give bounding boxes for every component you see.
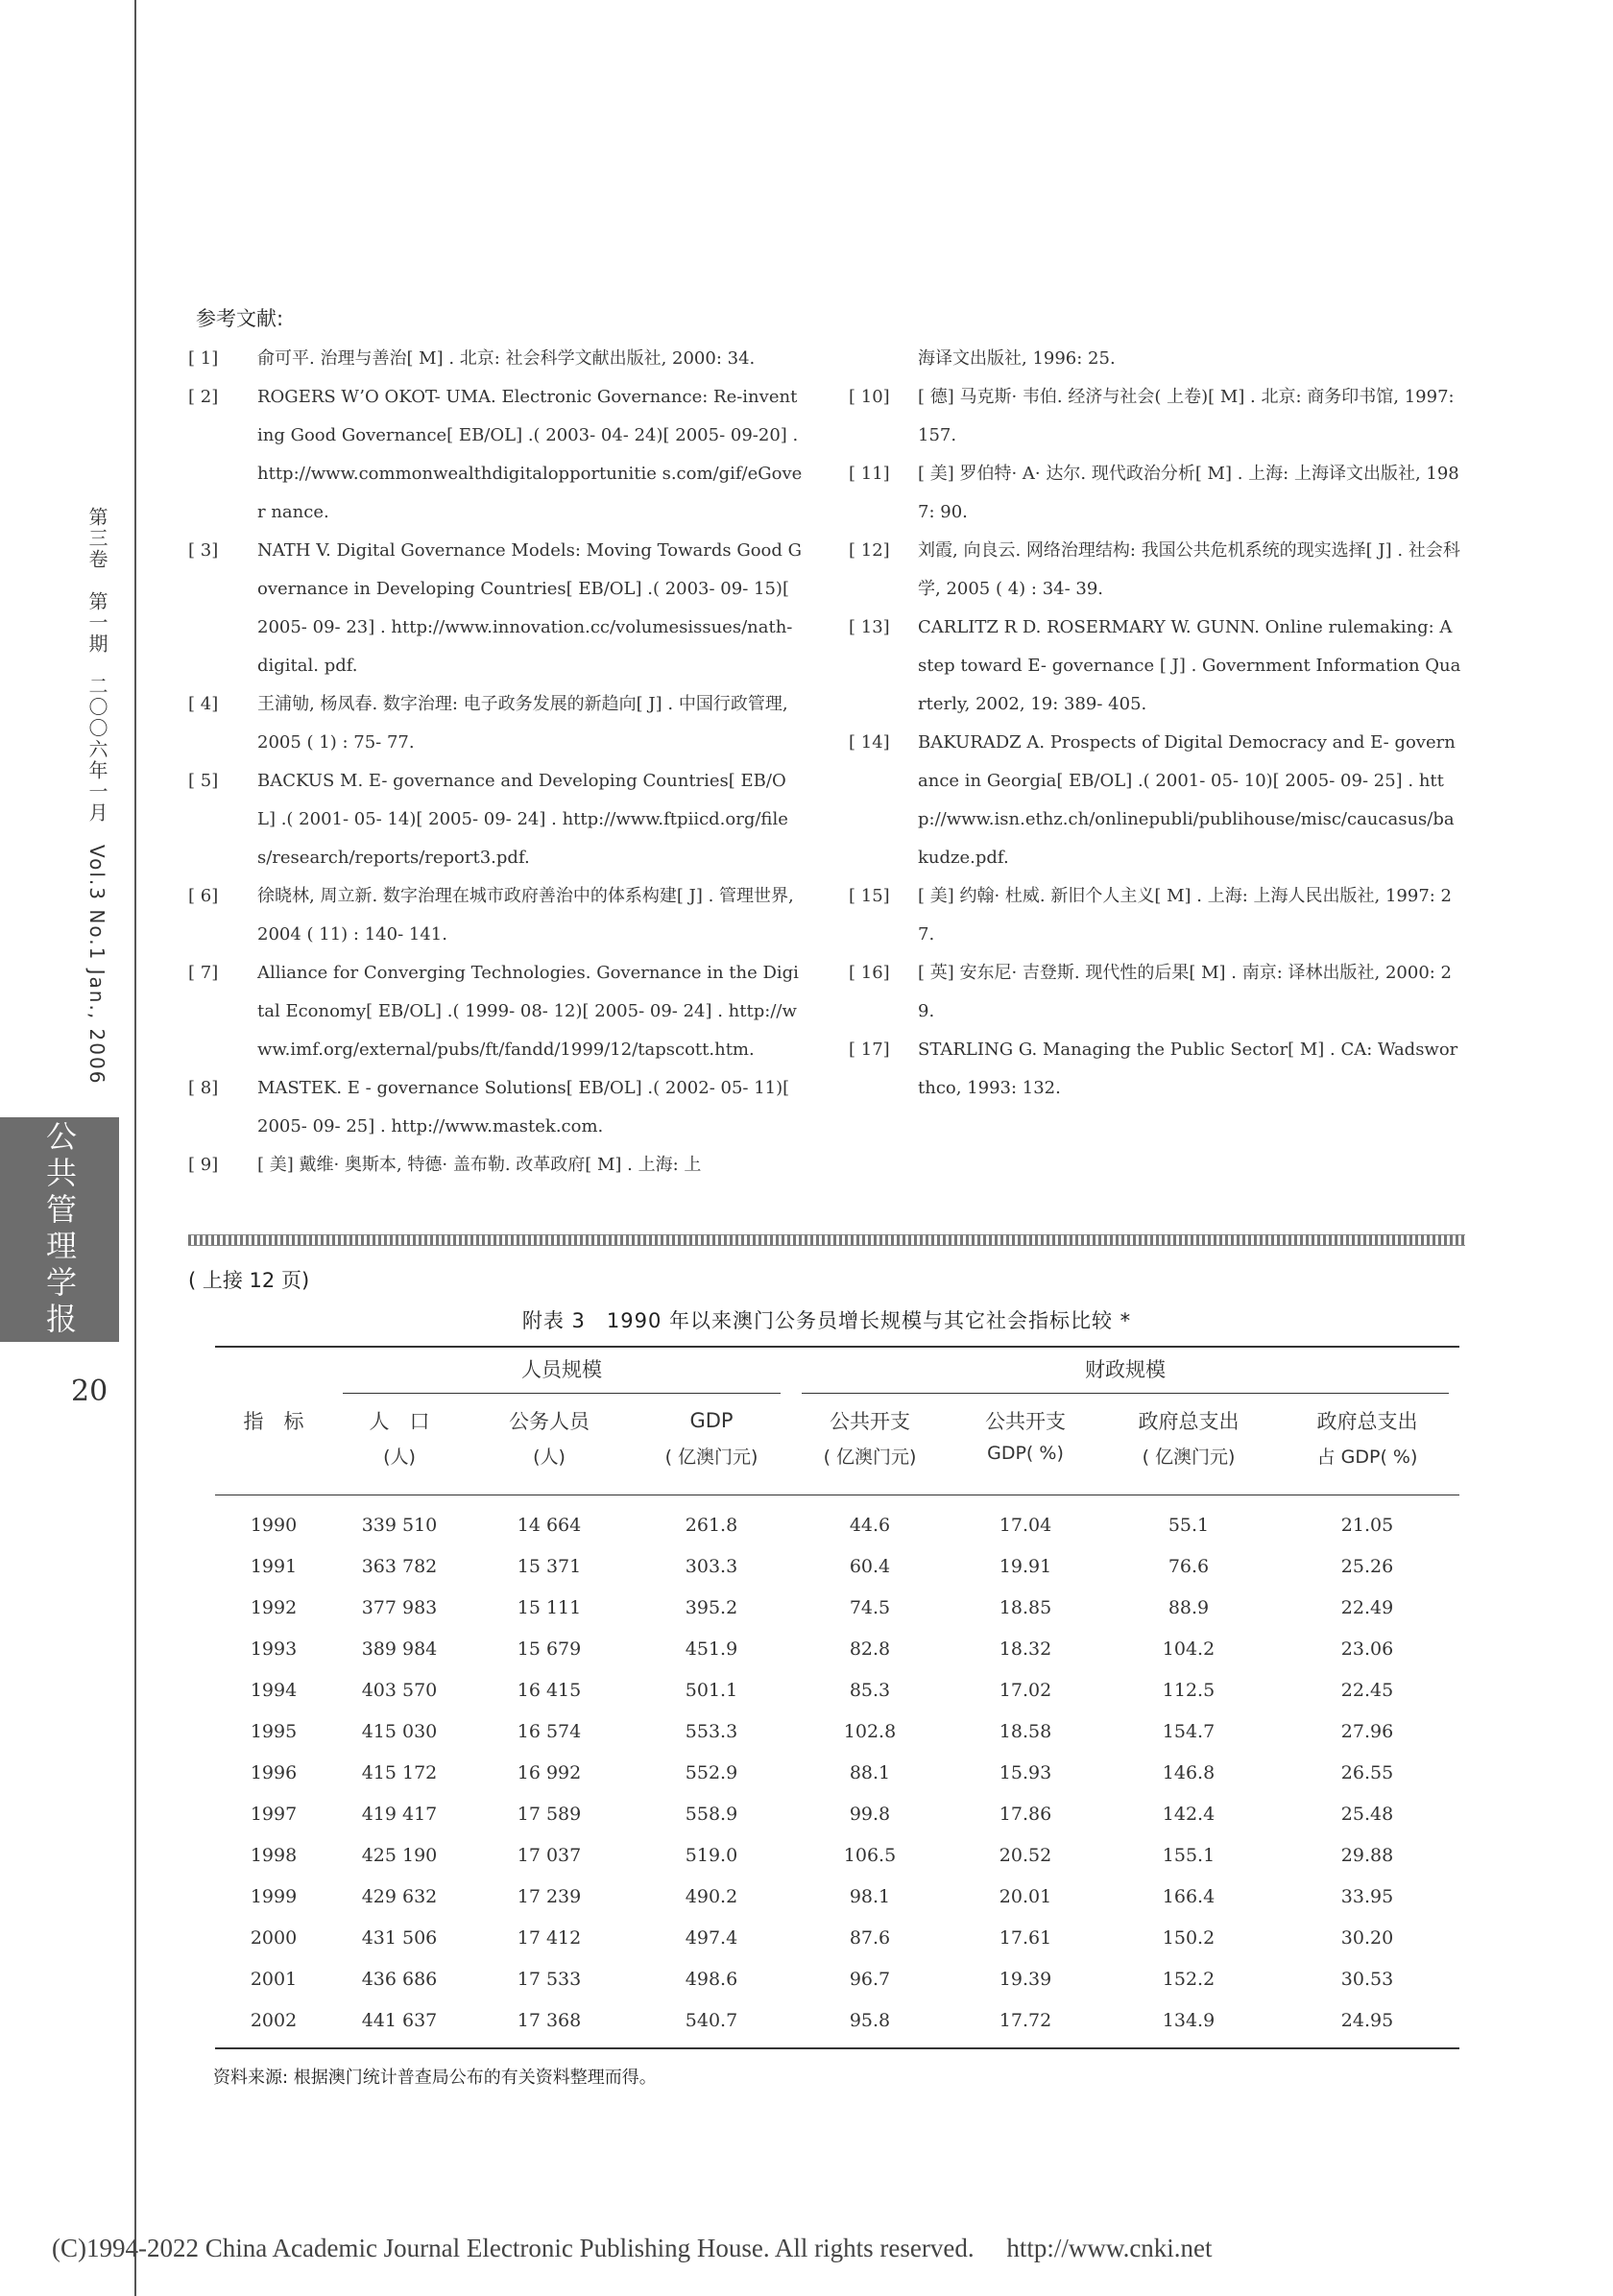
year-cell: 2002: [250, 2009, 298, 2031]
table-cell: 112.5: [1162, 1679, 1216, 1701]
table-cell: 23.06: [1340, 1638, 1394, 1660]
table-cell: 415 030: [361, 1720, 438, 1742]
year-cell: 1993: [250, 1638, 298, 1660]
column-header: 公务人员: [509, 1410, 590, 1433]
reference-item: [849, 877, 1463, 954]
table-cell: 451.9: [685, 1638, 738, 1660]
table-cell: 17.72: [999, 2009, 1052, 2031]
year-cell: 1991: [250, 1555, 298, 1577]
table-row: [215, 1710, 1459, 1752]
reference-text: STARLING G. Managing the Public Sector[ M] . CA: Wadsworthco, 1993: 132.: [918, 1040, 1458, 1098]
table-row: [215, 1752, 1459, 1793]
table-cell: 17 589: [517, 1803, 582, 1825]
reference-text: [ 美] 罗伯特· A· 达尔. 现代政治分析[ M] . 上海: 上海译文出版社, 1987: 90.: [918, 464, 1459, 522]
reference-text: BACKUS M. E- governance and Developing Countries[ EB/OL] .( 2001- 05- 14)[ 2005- 09- 24] . http://www.ftpiicd.org/files/research/reports/report3.pdf.: [257, 771, 788, 868]
table-row: [215, 1999, 1459, 2048]
table-cell: 15 679: [517, 1638, 582, 1660]
table-cell: 30.53: [1340, 1968, 1394, 1990]
reference-item: [849, 455, 1463, 532]
year-cell: 1994: [250, 1679, 298, 1701]
column-unit: ( 亿澳门元): [1102, 1442, 1275, 1495]
column-unit: (人): [467, 1442, 632, 1495]
group-header-personnel: 人员规模: [332, 1347, 791, 1399]
table-cell: 377 983: [361, 1596, 438, 1618]
table-cell: 104.2: [1162, 1638, 1216, 1660]
column-unit: ( 亿澳门元): [791, 1442, 949, 1495]
table-cell: 18.58: [999, 1720, 1052, 1742]
table-cell: 363 782: [361, 1555, 438, 1577]
table-cell: 415 172: [361, 1761, 438, 1783]
journal-name: 公共管理学报: [41, 1120, 78, 1339]
reference-number: [ 12]: [849, 540, 890, 561]
table-cell: 96.7: [849, 1968, 891, 1990]
table-row: [215, 1876, 1459, 1917]
reference-number: [ 6]: [188, 886, 219, 906]
column-header: GDP: [689, 1409, 734, 1432]
reference-number: [ 17]: [849, 1040, 890, 1060]
reference-item: [188, 877, 803, 954]
table-cell: 18.32: [999, 1638, 1052, 1660]
table-cell: 85.3: [849, 1679, 891, 1701]
table-cell: 19.91: [999, 1555, 1052, 1577]
table-body: [215, 1495, 1459, 2049]
table-cell: 33.95: [1340, 1885, 1394, 1907]
reference-continuation: 海译文出版社, 1996: 25.: [918, 348, 1116, 369]
table-cell: 152.2: [1162, 1968, 1216, 1990]
column-unit: GDP( %): [949, 1442, 1102, 1495]
table-cell: 20.52: [999, 1844, 1052, 1866]
table-cell: 553.3: [685, 1720, 738, 1742]
reference-item: [188, 685, 803, 762]
table-row: [215, 1834, 1459, 1876]
reference-item: [188, 762, 803, 877]
table-cell: 166.4: [1162, 1885, 1216, 1907]
table-cell: 403 570: [361, 1679, 438, 1701]
table-column-header: [215, 1399, 1459, 1442]
table-row: [215, 1917, 1459, 1958]
unit-spacer: [215, 1442, 332, 1495]
table-cell: 429 632: [361, 1885, 438, 1907]
reference-item: [188, 1069, 803, 1146]
table-cell: 497.4: [685, 1926, 738, 1949]
reference-item: [188, 532, 803, 685]
reference-text: 刘霞, 向良云. 网络治理结构: 我国公共危机系统的现实选择[ J] . 社会科学, 2005 ( 4) : 34- 39.: [918, 540, 1460, 599]
year-cell: 1990: [250, 1514, 298, 1536]
table-cell: 99.8: [849, 1803, 891, 1825]
reference-item: [849, 724, 1463, 877]
column-unit: 占 GDP( %): [1275, 1442, 1459, 1495]
year-cell: 1997: [250, 1803, 298, 1825]
table-cell: 134.9: [1162, 2009, 1216, 2031]
reference-number: [ 16]: [849, 963, 890, 983]
column-header: 政府总支出: [1138, 1410, 1240, 1433]
reference-item: [188, 1146, 803, 1184]
table-cell: 16 415: [517, 1679, 582, 1701]
table-cell: 142.4: [1162, 1803, 1216, 1825]
copyright-footer: (C)1994-2022 China Academic Journal Electronic Publishing House. All rights reserved. http://www.cnki.net: [52, 2234, 1213, 2262]
table-cell: 552.9: [685, 1761, 738, 1783]
reference-number: [ 7]: [188, 963, 219, 983]
reference-item: [188, 378, 803, 532]
table-cell: 558.9: [685, 1803, 738, 1825]
reference-text: ROGERS W’O OKOT- UMA. Electronic Governance: Re-inventing Good Governance[ EB/OL] .( 2003- 04- 24)[ 2005- 09-20] . http://www.commonwealthdigitalopportunitie s.com/gif/eGover nance.: [257, 387, 803, 522]
table-cell: 21.05: [1340, 1514, 1394, 1536]
table-cell: 25.48: [1340, 1803, 1394, 1825]
header-spacer: [215, 1347, 332, 1399]
table-cell: 16 992: [517, 1761, 582, 1783]
table-cell: 146.8: [1162, 1761, 1216, 1783]
table-cell: 76.6: [1168, 1555, 1210, 1577]
table-cell: 339 510: [361, 1514, 438, 1536]
column-header: 政府总支出: [1316, 1410, 1418, 1433]
table-row: [215, 1793, 1459, 1834]
table-cell: 16 574: [517, 1720, 582, 1742]
table-cell: 17 412: [517, 1926, 582, 1949]
data-table: [215, 1346, 1459, 2049]
reference-text: [ 美] 戴维· 奥斯本, 特德· 盖布勒. 改革政府[ M] . 上海: 上: [257, 1155, 702, 1175]
year-cell: 1999: [250, 1885, 298, 1907]
table-cell: 17 037: [517, 1844, 582, 1866]
reference-text: 俞可平. 治理与善治[ M] . 北京: 社会科学文献出版社, 2000: 34.: [257, 348, 756, 369]
reference-number: [ 11]: [849, 464, 890, 484]
year-cell: 1995: [250, 1720, 298, 1742]
year-cell: 1992: [250, 1596, 298, 1618]
table-cell: 17 533: [517, 1968, 582, 1990]
reference-text: MASTEK. E - governance Solutions[ EB/OL] .( 2002- 05- 11)[ 2005- 09- 25] . http://www.mastek.com.: [257, 1078, 790, 1136]
reference-number: [ 5]: [188, 771, 219, 791]
table-source-note: 资料来源: 根据澳门统计普查局公布的有关资料整理而得。: [213, 2068, 657, 2088]
table-cell: 74.5: [849, 1596, 891, 1618]
table-unit-header: [215, 1442, 1459, 1495]
table-cell: 88.9: [1168, 1596, 1210, 1618]
table-cell: 18.85: [999, 1596, 1052, 1618]
table-row: [215, 1958, 1459, 1999]
table-cell: 155.1: [1162, 1844, 1216, 1866]
table-cell: 20.01: [999, 1885, 1052, 1907]
reference-text: Alliance for Converging Technologies. Governance in the Digital Economy[ EB/OL] .( 1999- 08- 12)[ 2005- 09- 24] . http://www.imf.org/external/pubs/ft/fandd/1999/12/tapscott.htm.: [257, 963, 799, 1060]
table-cell: 55.1: [1168, 1514, 1210, 1536]
reference-item: [849, 954, 1463, 1031]
reference-text: CARLITZ R D. ROSERMARY W. GUNN. Online rulemaking: A step toward E- governance [ J] . Government Information Quarterly, 2002, 19: 389- 405.: [918, 617, 1461, 714]
table-cell: 17 239: [517, 1885, 582, 1907]
reference-number: [ 14]: [849, 732, 890, 753]
table-cell: 261.8: [685, 1514, 738, 1536]
table-cell: 19.39: [999, 1968, 1052, 1990]
table-cell: 150.2: [1162, 1926, 1216, 1949]
reference-item: [849, 609, 1463, 724]
journal-issue-meta: 第三卷 第一期 二〇〇六年一月 Vol.3 No.1 Jan., 2006: [85, 507, 108, 1086]
table-row: [215, 1545, 1459, 1587]
margin-line: [134, 0, 136, 2296]
table-cell: 26.55: [1340, 1761, 1394, 1783]
table-cell: 15 111: [517, 1596, 582, 1618]
reference-number: [ 13]: [849, 617, 890, 637]
table-cell: 395.2: [685, 1596, 738, 1618]
table-cell: 17.02: [999, 1679, 1052, 1701]
table-cell: 425 190: [361, 1844, 438, 1866]
table-cell: 106.5: [843, 1844, 897, 1866]
table-cell: 24.95: [1340, 2009, 1394, 2031]
table-cell: 14 664: [517, 1514, 582, 1536]
table-cell: 490.2: [685, 1885, 738, 1907]
column-header: 公共开支: [830, 1410, 910, 1433]
reference-text: 王浦劬, 杨凤春. 数字治理: 电子政务发展的新趋向[ J] . 中国行政管理, 2005 ( 1) : 75- 77.: [257, 694, 788, 753]
table-cell: 15.93: [999, 1761, 1052, 1783]
year-cell: 1996: [250, 1761, 298, 1783]
section-divider: [188, 1234, 1465, 1246]
table-cell: 519.0: [685, 1844, 738, 1866]
reference-number: [ 10]: [849, 387, 890, 407]
column-unit: (人): [332, 1442, 467, 1495]
table-cell: 15 371: [517, 1555, 582, 1577]
year-cell: 1998: [250, 1844, 298, 1866]
column-header: 公共开支: [985, 1410, 1066, 1433]
references-left-column: [188, 340, 803, 1184]
table-cell: 27.96: [1340, 1720, 1394, 1742]
reference-text: [ 美] 约翰· 杜威. 新旧个人主义[ M] . 上海: 上海人民出版社, 1997: 27.: [918, 886, 1453, 945]
reference-number: [ 9]: [188, 1155, 219, 1175]
table-cell: 389 984: [361, 1638, 438, 1660]
table-cell: 154.7: [1162, 1720, 1216, 1742]
table-row: [215, 1587, 1459, 1628]
table-cell: 60.4: [849, 1555, 891, 1577]
table-cell: 29.88: [1340, 1844, 1394, 1866]
table-cell: 17.04: [999, 1514, 1052, 1536]
reference-item: [849, 378, 1463, 455]
table-row: [215, 1628, 1459, 1669]
table-cell: 102.8: [843, 1720, 897, 1742]
reference-text: BAKURADZ A. Prospects of Digital Democracy and E- governance in Georgia[ EB/OL] .( 2001- 05- 10)[ 2005- 09- 25] . http://www.isn.ethz.ch/onlinepubli/publihouse/misc/caucasus/bakudze.pdf.: [918, 732, 1456, 868]
reference-item: [188, 340, 803, 378]
reference-text: [ 英] 安东尼· 吉登斯. 现代性的后果[ M] . 南京: 译林出版社, 2000: 29.: [918, 963, 1453, 1021]
table-row: [215, 1495, 1459, 1546]
table-cell: 25.26: [1340, 1555, 1394, 1577]
table-cell: 44.6: [849, 1514, 891, 1536]
reference-number: [ 2]: [188, 387, 219, 407]
table-cell: 441 637: [361, 2009, 438, 2031]
table-cell: 17.61: [999, 1926, 1052, 1949]
table-cell: 22.45: [1340, 1679, 1394, 1701]
table-cell: 30.20: [1340, 1926, 1394, 1949]
table-cell: 431 506: [361, 1926, 438, 1949]
reference-text: NATH V. Digital Governance Models: Moving Towards Good Governance in Developing Countries[ EB/OL] .( 2003- 09- 15)[ 2005- 09- 23] . http://www.innovation.cc/volumesissues/nath- digital. pdf.: [257, 540, 803, 676]
reference-item: [849, 1031, 1463, 1108]
table-cell: 95.8: [849, 2009, 891, 2031]
table-row: [215, 1669, 1459, 1710]
reference-number: [ 8]: [188, 1078, 219, 1098]
reference-item: [849, 532, 1463, 609]
continued-from-note: ( 上接 12 页): [188, 1269, 310, 1292]
table-cell: 501.1: [685, 1679, 738, 1701]
group-header-finance: 财政规模: [791, 1347, 1459, 1399]
column-header-indicator: 指 标: [243, 1410, 304, 1433]
references-right-column: [849, 340, 1463, 1108]
reference-text: [ 德] 马克斯· 韦伯. 经济与社会( 上卷)[ M] . 北京: 商务印书馆, 1997: 157.: [918, 387, 1455, 445]
year-cell: 2001: [250, 1968, 298, 1990]
table-cell: 436 686: [361, 1968, 438, 1990]
table-cell: 22.49: [1340, 1596, 1394, 1618]
table-cell: 98.1: [849, 1885, 891, 1907]
journal-name-tab: [0, 1117, 119, 1342]
reference-number: [ 4]: [188, 694, 219, 714]
year-cell: 2000: [250, 1926, 298, 1949]
column-unit: ( 亿澳门元): [632, 1442, 791, 1495]
column-header: 人 口: [369, 1410, 430, 1433]
reference-number: [ 1]: [188, 348, 219, 369]
reference-item: [188, 954, 803, 1069]
table-cell: 419 417: [361, 1803, 438, 1825]
table-cell: 540.7: [685, 2009, 738, 2031]
table-cell: 17.86: [999, 1803, 1052, 1825]
reference-number: [ 3]: [188, 540, 219, 561]
reference-text: 徐晓林, 周立新. 数字治理在城市政府善治中的体系构建[ J] . 管理世界, 2004 ( 11) : 140- 141.: [257, 886, 794, 945]
table-cell: 88.1: [849, 1761, 891, 1783]
table-cell: 87.6: [849, 1926, 891, 1949]
table-title: 附表 3 1990 年以来澳门公务员增长规模与其它社会指标比较 *: [521, 1309, 1132, 1332]
table-cell: 82.8: [849, 1638, 891, 1660]
page-number: 20: [71, 1375, 108, 1408]
references-heading: 参考文献:: [196, 307, 284, 330]
reference-number: [ 15]: [849, 886, 890, 906]
table-cell: 498.6: [685, 1968, 738, 1990]
table-cell: 303.3: [685, 1555, 738, 1577]
table-group-header: [215, 1347, 1459, 1399]
table-cell: 17 368: [517, 2009, 582, 2031]
